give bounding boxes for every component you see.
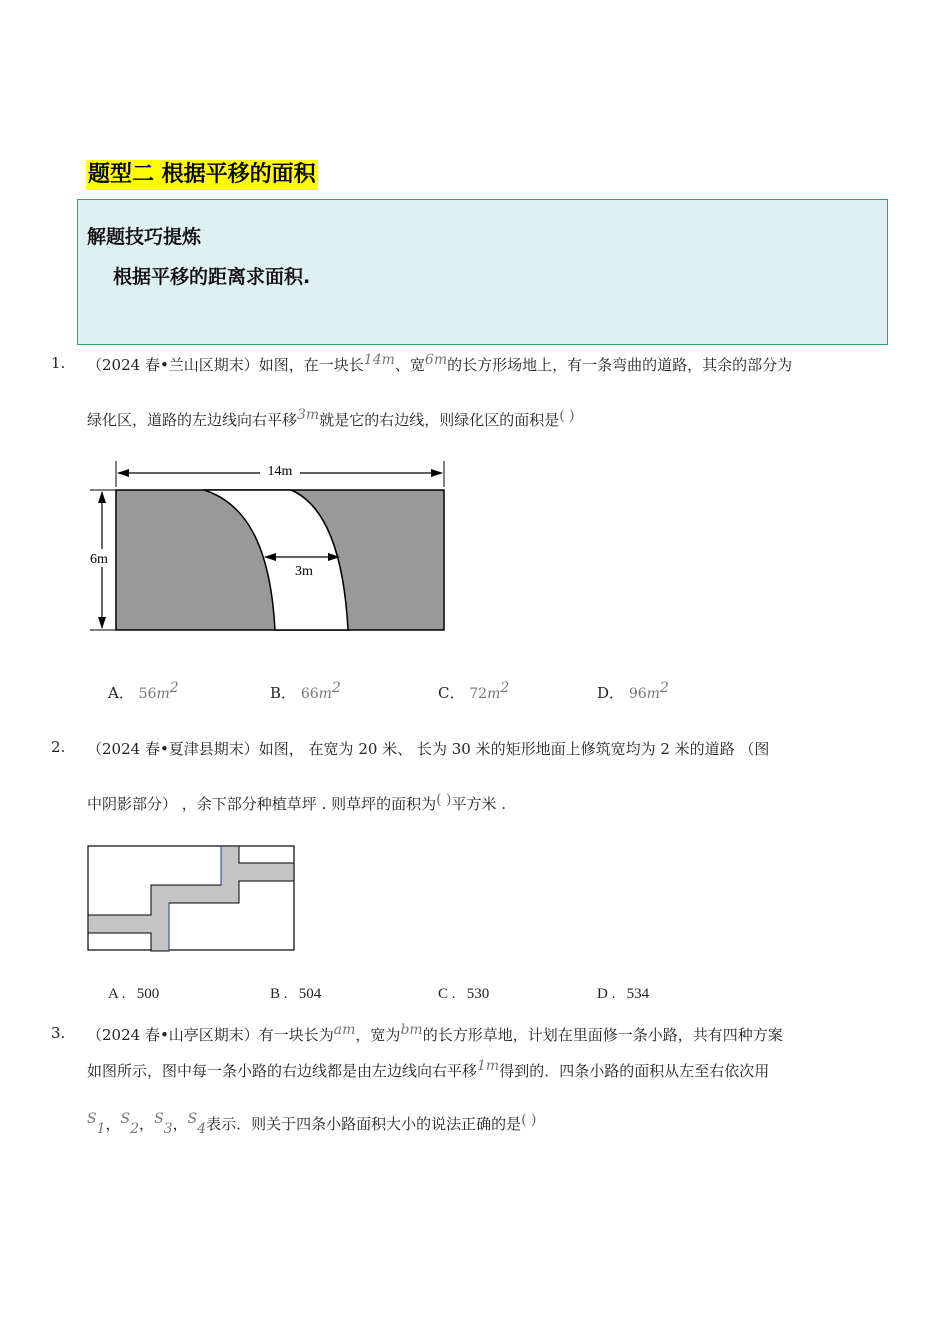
q1-option-d-letter: D． bbox=[597, 684, 625, 702]
q3-s2-sub: 2 bbox=[130, 1121, 140, 1137]
q2-option-c-letter: C . bbox=[438, 986, 456, 1002]
q3-s1: S bbox=[87, 1111, 97, 1127]
q1-figure bbox=[86, 455, 451, 635]
q3-s2: S bbox=[120, 1111, 131, 1127]
q2-option-b[interactable] bbox=[270, 986, 321, 1003]
q1-option-d-unit: m bbox=[646, 686, 660, 702]
q2-line2-b: 平方米 . bbox=[451, 795, 506, 813]
q1-option-a-unit: m bbox=[156, 686, 170, 702]
q1-option-a-letter: A． bbox=[108, 684, 134, 702]
q2-line2 bbox=[87, 793, 506, 814]
q2-figure bbox=[87, 845, 297, 953]
q1-paren: ( ) bbox=[559, 408, 575, 424]
q1-top-arrow-left bbox=[117, 469, 129, 477]
q3-s3-sub: 3 bbox=[163, 1121, 173, 1137]
q1-option-c-exp: 2 bbox=[500, 680, 510, 696]
q2-option-d[interactable] bbox=[597, 986, 649, 1003]
q3-line2 bbox=[87, 1060, 769, 1081]
tip-heading: 解题技巧提炼 bbox=[87, 226, 202, 248]
q3-paren: ( ) bbox=[521, 1112, 537, 1128]
q1-option-b-exp: 2 bbox=[331, 680, 341, 696]
q1-shift: 3m bbox=[297, 407, 320, 423]
q3-comma-3: ， bbox=[172, 1115, 188, 1133]
q3-s4: S bbox=[187, 1111, 198, 1127]
q3-line1-a: （2024 春•山亭区期末）有一块长为 bbox=[87, 1026, 334, 1044]
q3-line2-a: 如图所示，图中每一条小路的右边线都是由左边线向右平移 bbox=[87, 1062, 478, 1080]
q2-option-a-letter: A . bbox=[108, 986, 126, 1002]
q3-line1-c: 的长方形草地，计划在里面修一条小路，共有四种方案 bbox=[422, 1026, 783, 1044]
q1-length: 14m bbox=[363, 352, 395, 368]
q1-inner-label: 3m bbox=[295, 564, 313, 579]
q3-line1 bbox=[87, 1024, 783, 1045]
q3-line2-b: 得到的．四条小路的面积从左至右依次用 bbox=[499, 1062, 770, 1080]
q1-line1 bbox=[87, 354, 792, 375]
q2-option-a-value: 500 bbox=[136, 986, 160, 1002]
q1-option-b-letter: B． bbox=[270, 684, 297, 702]
q1-left-label: 6m bbox=[90, 552, 108, 567]
q2-option-b-letter: B . bbox=[270, 986, 288, 1002]
q1-option-b[interactable] bbox=[270, 680, 341, 703]
q1-option-a-base: 56 bbox=[138, 686, 157, 702]
q2-option-c-value: 530 bbox=[466, 986, 490, 1002]
q1-width: 6m bbox=[424, 352, 448, 368]
q1-option-d-exp: 2 bbox=[659, 680, 669, 696]
q2-option-a[interactable] bbox=[108, 986, 159, 1003]
q1-left-arrow-bottom bbox=[98, 617, 106, 629]
q2-line1: （2024 春•夏津县期末）如图， 在宽为 20 米、 长为 30 米的矩形地面上修筑宽均为 2 米的道路 （图 bbox=[87, 740, 770, 758]
q1-option-c[interactable] bbox=[438, 680, 509, 703]
q1-option-a[interactable] bbox=[108, 680, 179, 703]
q2-number: 2. bbox=[51, 738, 66, 756]
q1-option-c-unit: m bbox=[487, 686, 501, 702]
q1-left-arrow-top bbox=[98, 491, 106, 503]
q2-option-d-letter: D . bbox=[597, 986, 616, 1002]
q2-paren: ( ) bbox=[436, 792, 452, 808]
q1-option-c-letter: C． bbox=[438, 684, 465, 702]
q2-option-d-value: 534 bbox=[626, 986, 650, 1002]
q3-b: bm bbox=[400, 1022, 423, 1038]
q3-s1-sub: 1 bbox=[96, 1121, 106, 1137]
q2-line2-a: 中阴影部分） ，余下部分种植草坪 . 则草坪的面积为 bbox=[87, 795, 437, 813]
q3-comma-1: ， bbox=[105, 1115, 121, 1133]
q1-line2-a: 绿化区，道路的左边线向右平移 bbox=[87, 411, 298, 429]
q2-option-b-value: 504 bbox=[298, 986, 322, 1002]
q3-number: 3. bbox=[51, 1024, 66, 1042]
q1-option-c-base: 72 bbox=[469, 686, 488, 702]
q1-line2-b: 就是它的右边线，则绿化区的面积是 bbox=[319, 411, 560, 429]
q3-a: am bbox=[333, 1022, 356, 1038]
q3-line3-b: 表示．则关于四条小路面积大小的说法正确的是 bbox=[206, 1115, 522, 1133]
q3-s3: S bbox=[154, 1111, 164, 1127]
q1-line2 bbox=[87, 409, 575, 430]
q3-line3 bbox=[87, 1113, 537, 1137]
q1-option-b-base: 66 bbox=[300, 686, 319, 702]
q3-s4-sub: 4 bbox=[197, 1121, 207, 1137]
q1-line1-b: 、宽 bbox=[394, 356, 425, 374]
q3-line1-b: ，宽为 bbox=[355, 1026, 401, 1044]
tip-body: 根据平移的距离求面积. bbox=[113, 266, 311, 288]
q1-option-a-exp: 2 bbox=[169, 680, 179, 696]
q1-line1-a: （2024 春•兰山区期末）如图，在一块长 bbox=[87, 356, 364, 374]
q2-option-c[interactable] bbox=[438, 986, 489, 1003]
q1-number: 1. bbox=[51, 354, 66, 372]
q3-shift: 1m bbox=[477, 1058, 500, 1074]
q1-line1-c: 的长方形场地上，有一条弯曲的道路，其余的部分为 bbox=[447, 356, 793, 374]
q1-option-d[interactable] bbox=[597, 680, 669, 703]
section-title: 题型二 根据平移的面积 bbox=[86, 160, 318, 190]
q1-option-b-unit: m bbox=[318, 686, 332, 702]
q1-top-label: 14m bbox=[267, 464, 293, 479]
q1-option-d-base: 96 bbox=[628, 686, 647, 702]
q1-top-arrow-right bbox=[431, 469, 443, 477]
q3-comma-2: ， bbox=[139, 1115, 155, 1133]
